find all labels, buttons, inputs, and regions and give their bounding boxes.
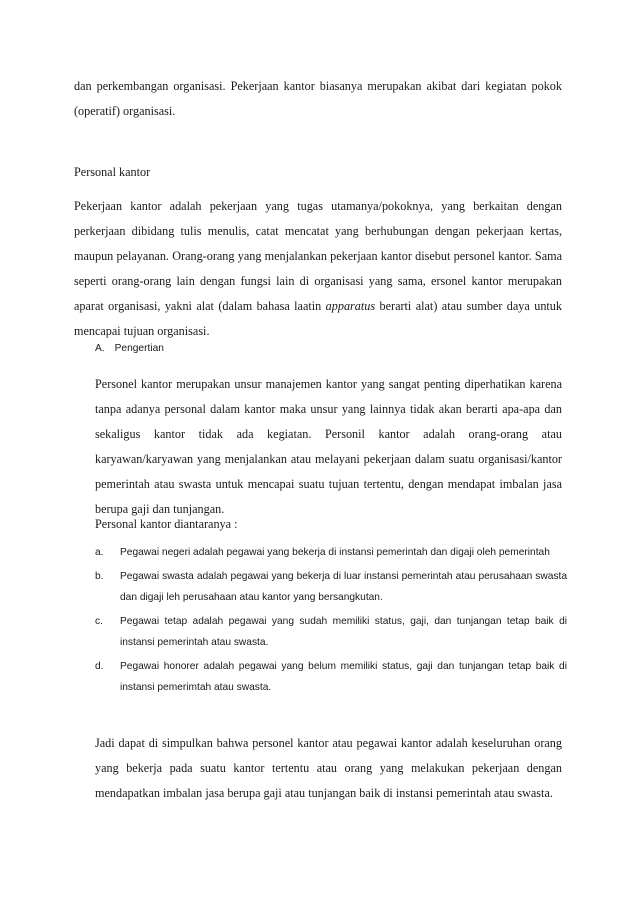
list-item xyxy=(95,542,567,563)
list-marker: c. xyxy=(95,616,103,627)
list-item xyxy=(95,656,567,698)
paragraph-continuation: dan perkembangan organisasi. Pekerjaan kantor biasanya merupakan akibat dari kegiatan pokok (operatif) organisasi. xyxy=(74,79,562,118)
paragraph-personal-kantor xyxy=(74,194,562,344)
section-heading: Personal kantor xyxy=(74,165,151,179)
paragraph-text: berarti alat) atau sumber daya untuk mencapai tujuan organisasi. xyxy=(74,299,562,338)
paragraph-text: Pekerjaan kantor adalah pekerjaan yang tugas utamanya/pokoknya, yang berkaitan dengan perkerjaan dibidang tulis menulis, catat mencatat yang berhubungan dengan pekerjaan kertas, maupun pelayanan. Orang-orang yang menjalankan pekerjaan kantor disebut personel kantor. Sama seperti orang-orang lain dengan fungsi lain di organisasi yang sama, ersonel kantor merupakan aparat organisasi, yakni alat (dalam bahasa laatin xyxy=(74,199,562,313)
paragraph-pengertian: Personel kantor merupakan unsur manajemen kantor yang sangat penting diperhatikan karena tanpa adanya personal dalam kantor maka unsur yang lainnya tidak akan berarti apa-apa dan sekaligus kantor tidak ada kegiatan. Personil kantor adalah orang-orang atau karyawan/karyawan yang menjalankan atau melayani pekerjaan dalam suatu organisasi/kantor pemerintah atau swasta untuk mencapai suatu tujuan tertentu, dengan mendapat imbalan jasa berupa gaji dan tunjangan. xyxy=(95,377,562,516)
list-marker: b. xyxy=(95,571,104,582)
list-item xyxy=(95,611,567,653)
list-marker: a. xyxy=(95,547,104,558)
list-item xyxy=(95,566,567,608)
subsection-title: Pengertian xyxy=(114,343,164,354)
list-marker: d. xyxy=(95,661,104,672)
subsection-heading xyxy=(95,343,164,354)
list-item-text: Pegawai honorer adalah pegawai yang belum memiliki status, gaji dan tunjangan tetap baik di instansi pemerimtah atau swasta. xyxy=(120,661,567,693)
list-item-text: Pegawai negeri adalah pegawai yang bekerja di instansi pemerintah dan digaji oleh pemerintah xyxy=(120,547,550,558)
list-item-text: Pegawai tetap adalah pegawai yang sudah memiliki status, gaji, dan tunjangan tetap baik di instansi pemerintah atau swasta. xyxy=(120,616,567,648)
list-item-text: Pegawai swasta adalah pegawai yang bekerja di luar instansi pemerintah atau perusahaan swasta dan digaji leh perusahaan atau kantor yang bersangkutan. xyxy=(120,571,567,603)
personnel-list xyxy=(95,542,567,698)
list-intro: Personal kantor diantaranya : xyxy=(95,517,238,531)
paragraph-conclusion: Jadi dapat di simpulkan bahwa personel kantor atau pegawai kantor adalah keseluruhan orang yang bekerja pada suatu kantor tertentu atau orang yang melakukan pekerjaan dengan mendapatkan imbalan jasa berupa gaji atau tunjangan baik di instansi pemerintah atau swasta. xyxy=(95,736,562,800)
subsection-marker: A. xyxy=(95,343,105,354)
italic-term: apparatus xyxy=(325,299,376,313)
